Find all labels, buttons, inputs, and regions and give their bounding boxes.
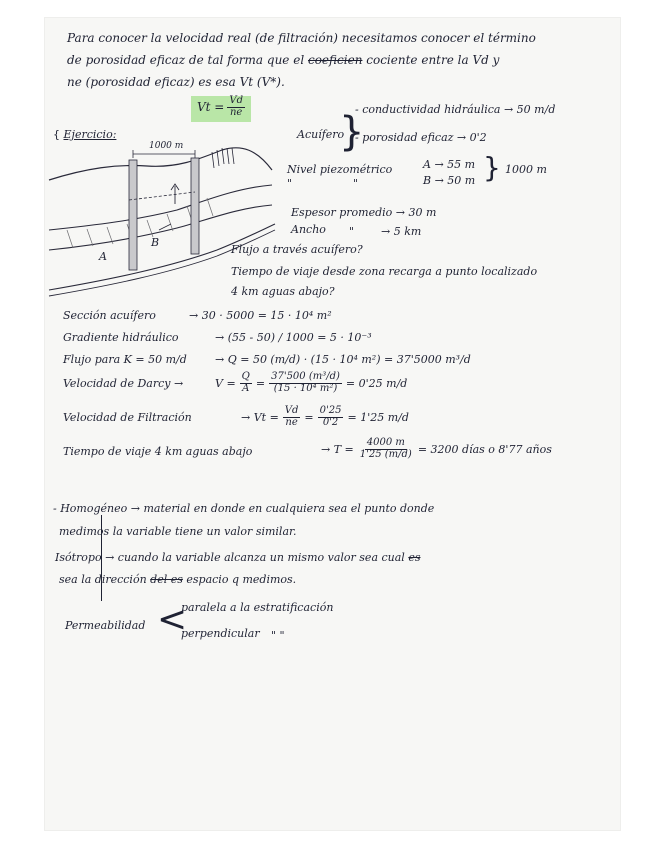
calc-filtration-eq: = (304, 410, 314, 424)
calc-time-arrow: → T = (321, 442, 354, 456)
width-value: → 5 km (381, 225, 422, 238)
piezometric-a: A → 55 m (423, 158, 476, 171)
calc-darcy-eq: = (255, 376, 266, 390)
piezometric-label: Nivel piezométrico (287, 163, 393, 176)
calc-time-frac-num: 4000 m (366, 437, 405, 448)
calc-darcy-frac-2-den: (15 · 10⁴ m²) (273, 382, 338, 394)
calc-time-frac-den: 1'25 (m/d) (359, 448, 412, 460)
calc-filtration-label: Velocidad de Filtración (63, 411, 192, 424)
piezometric-ditto-2: " (353, 177, 359, 190)
def-isotropic-2b: espacio q medimos. (186, 573, 297, 586)
width-ditto: " (349, 225, 355, 238)
intro-line-1: Para conocer la velocidad real (de filtración) necesitamos conocer el término (67, 31, 536, 45)
permeability-parallel: paralela a la estratificación (181, 601, 334, 614)
sketch-scale-label: 1000 m (149, 141, 184, 151)
exercise-title: { Ejercicio: (53, 128, 117, 141)
calc-time-label: Tiempo de viaje 4 km aguas abajo (63, 445, 253, 458)
calc-filtration-frac-2-den: 0'2 (322, 416, 339, 428)
permeability-brace: < (157, 599, 188, 640)
piezometric-brace: } (483, 151, 501, 184)
calc-darcy-expr (215, 372, 407, 394)
def-isotropic-2a: sea la dirección (59, 573, 147, 586)
aquifer-item-conductivity: - conductividad hidráulica → 50 m/d (355, 103, 556, 116)
travel-question-2: 4 km aguas abajo? (231, 285, 335, 298)
calc-darcy-frac-1-den: A (242, 382, 250, 394)
intro-line-2 (67, 54, 499, 66)
key-formula-den: ne (229, 106, 243, 118)
calc-filtration-frac-2-num: 0'25 (319, 405, 342, 416)
calc-filtration-frac-1 (283, 406, 301, 428)
calc-darcy-frac-2 (269, 372, 342, 394)
piezometric-b: B → 50 m (423, 174, 476, 187)
calc-filtration-expr (241, 406, 409, 428)
calc-darcy-result: = 0'25 m/d (345, 376, 408, 390)
calc-filtration-arrow: → Vt = (241, 410, 279, 424)
permeability-perpendicular: perpendicular (181, 627, 260, 640)
permeability-ditto: " " (271, 629, 285, 642)
calc-darcy-frac-1 (240, 372, 252, 394)
calc-darcy-frac-1-num: Q (241, 371, 250, 382)
calc-filtration-frac-1-den: ne (285, 416, 298, 428)
intro-line-2b: cociente entre la Vd y (366, 53, 500, 67)
key-formula-lhs: Vt = (197, 100, 225, 114)
calc-darcy-frac-2-num: 37'500 (m³/d) (271, 371, 340, 382)
calc-darcy-label: Velocidad de Darcy → (63, 377, 184, 390)
piezometric-ditto-1: " (287, 177, 293, 190)
thickness-line: Espesor promedio → 30 m (291, 206, 437, 219)
aquifer-label: Acuífero (297, 128, 345, 141)
def-homogeneous-1: - Homogéneo → material en donde en cualquiera sea el punto donde (53, 502, 435, 515)
aquifer-brace: } (339, 109, 365, 155)
calc-filtration-frac-1-num: Vd (284, 405, 299, 416)
calc-gradient-label: Gradiente hidráulico (63, 331, 179, 344)
key-formula-fraction (227, 96, 245, 118)
flow-question: Flujo a través acuífero? (231, 243, 363, 256)
calc-section-label: Sección acuífero (63, 309, 156, 322)
calc-flow-label: Flujo para K = 50 m/d (63, 353, 187, 366)
intro-struck-word: coeficien (307, 53, 363, 67)
exercise-title-text: Ejercicio: (63, 128, 117, 141)
well-a-label: A (99, 250, 107, 263)
piezometric-distance: 1000 m (505, 163, 547, 176)
travel-question-1: Tiempo de viaje desde zona recarga a punto localizado (231, 265, 538, 278)
def-homogeneous-2: medimos la variable tiene un valor similar. (59, 525, 297, 538)
calc-time-expr (321, 438, 552, 460)
key-formula-num: Vd (229, 95, 243, 106)
width-label: Ancho (291, 223, 326, 236)
key-formula (197, 96, 245, 118)
aquifer-item-porosity: - porosidad eficaz → 0'2 (355, 131, 487, 144)
intro-line-2a: de porosidad eficaz de tal forma que el (67, 53, 305, 67)
calc-filtration-result: = 1'25 m/d (347, 410, 409, 424)
def-isotropic-1-struck: es (408, 551, 421, 564)
permeability-label: Permeabilidad (65, 619, 146, 632)
well-b-label: B (151, 236, 160, 249)
notebook-page (45, 18, 620, 830)
intro-line-3: ne (porosidad eficaz) es esa Vt (V*). (67, 75, 285, 89)
calc-time-result: = 3200 días o 8'77 años (417, 442, 552, 456)
calc-flow-expr: → Q = 50 (m/d) · (15 · 10⁴ m²) = 37'5000 m³/d (215, 353, 471, 366)
calc-section-expr: → 30 · 5000 = 15 · 10⁴ m² (189, 309, 332, 322)
calc-gradient-expr: → (55 - 50) / 1000 = 5 · 10⁻³ (215, 331, 372, 344)
calc-darcy-veq: V = (215, 376, 236, 390)
def-isotropic-2-struck: del es (150, 573, 183, 586)
calc-time-frac (358, 438, 414, 460)
def-isotropic-1-text: Isótropo → cuando la variable alcanza un mismo valor sea cual (55, 551, 405, 564)
def-isotropic-2 (59, 574, 296, 585)
calc-filtration-frac-2 (318, 406, 344, 428)
def-isotropic-1 (55, 552, 420, 563)
